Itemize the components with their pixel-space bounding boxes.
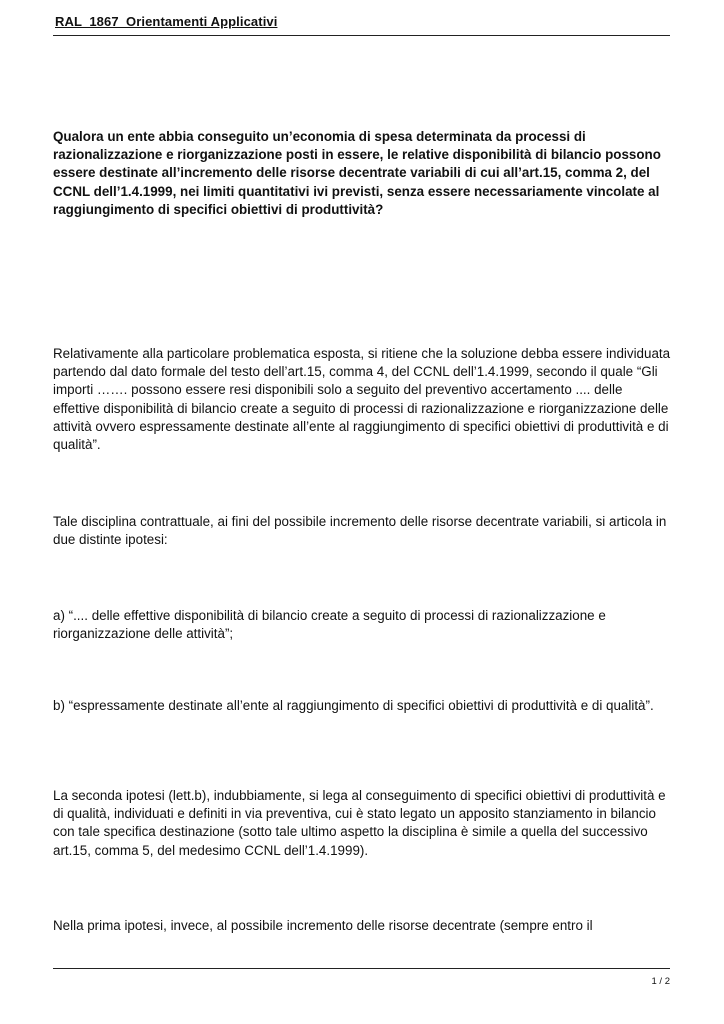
document-header-title: RAL_1867_Orientamenti Applicativi	[55, 14, 278, 29]
paragraph-3: a) “.... delle effettive disponibilità di bilancio create a seguito di processi di razionalizzazione e riorganizzazione delle attività”;	[53, 608, 606, 642]
paragraph-2: Tale disciplina contrattuale, ai fini del possibile incremento delle risorse decentrate variabili, si articola in due distinte ipotesi:	[53, 514, 667, 548]
paragraph-6: Nella prima ipotesi, invece, al possibile incremento delle risorse decentrate (sempre entro il	[53, 918, 593, 933]
question-text: Qualora un ente abbia conseguito un’economia di spesa determinata da processi di razionalizzazione e riorganizzazione posti in essere, le relative disponibilità di bilancio possono essere destinate all’incremento delle risorse decentrate variabili di cui all’art.15, comma 2, del CCNL dell’1.4.1999, nei limiti quantitativi ivi previsti, senza essere necessariamente vincolate al raggiungimento di specifici obiettivi di produttività?	[53, 129, 661, 217]
header-divider	[53, 35, 670, 36]
footer-divider	[53, 968, 670, 969]
paragraph-1: Relativamente alla particolare problematica esposta, si ritiene che la soluzione debba essere individuata partendo dal dato formale del testo dell’art.15, comma 4, del CCNL dell’1.4.1999, secondo il quale “Gli importi ……. possono essere resi disponibili solo a seguito del preventivo accertamento .... delle effettive disponibilità di bilancio create a seguito di processi di razionalizzazione e riorganizzazione delle attività ovvero espressamente destinate all’ente al raggiungimento di specifici obiettivi di produttività e di qualità”.	[53, 346, 671, 453]
paragraph-4: b) “espressamente destinate all’ente al raggiungimento di specifici obiettivi di produttività e di qualità”.	[53, 698, 654, 713]
paragraph-5: La seconda ipotesi (lett.b), indubbiamente, si lega al conseguimento di specifici obiettivi di produttività e di qualità, individuati e definiti in via preventiva, cui è stato legato un apposito stanziamento in bilancio con tale specifica destinazione (sotto tale ultimo aspetto la disciplina è simile a quella del successivo art.15, comma 5, del medesimo CCNL dell’1.4.1999).	[53, 788, 666, 858]
page-number: 1 / 2	[651, 976, 670, 987]
